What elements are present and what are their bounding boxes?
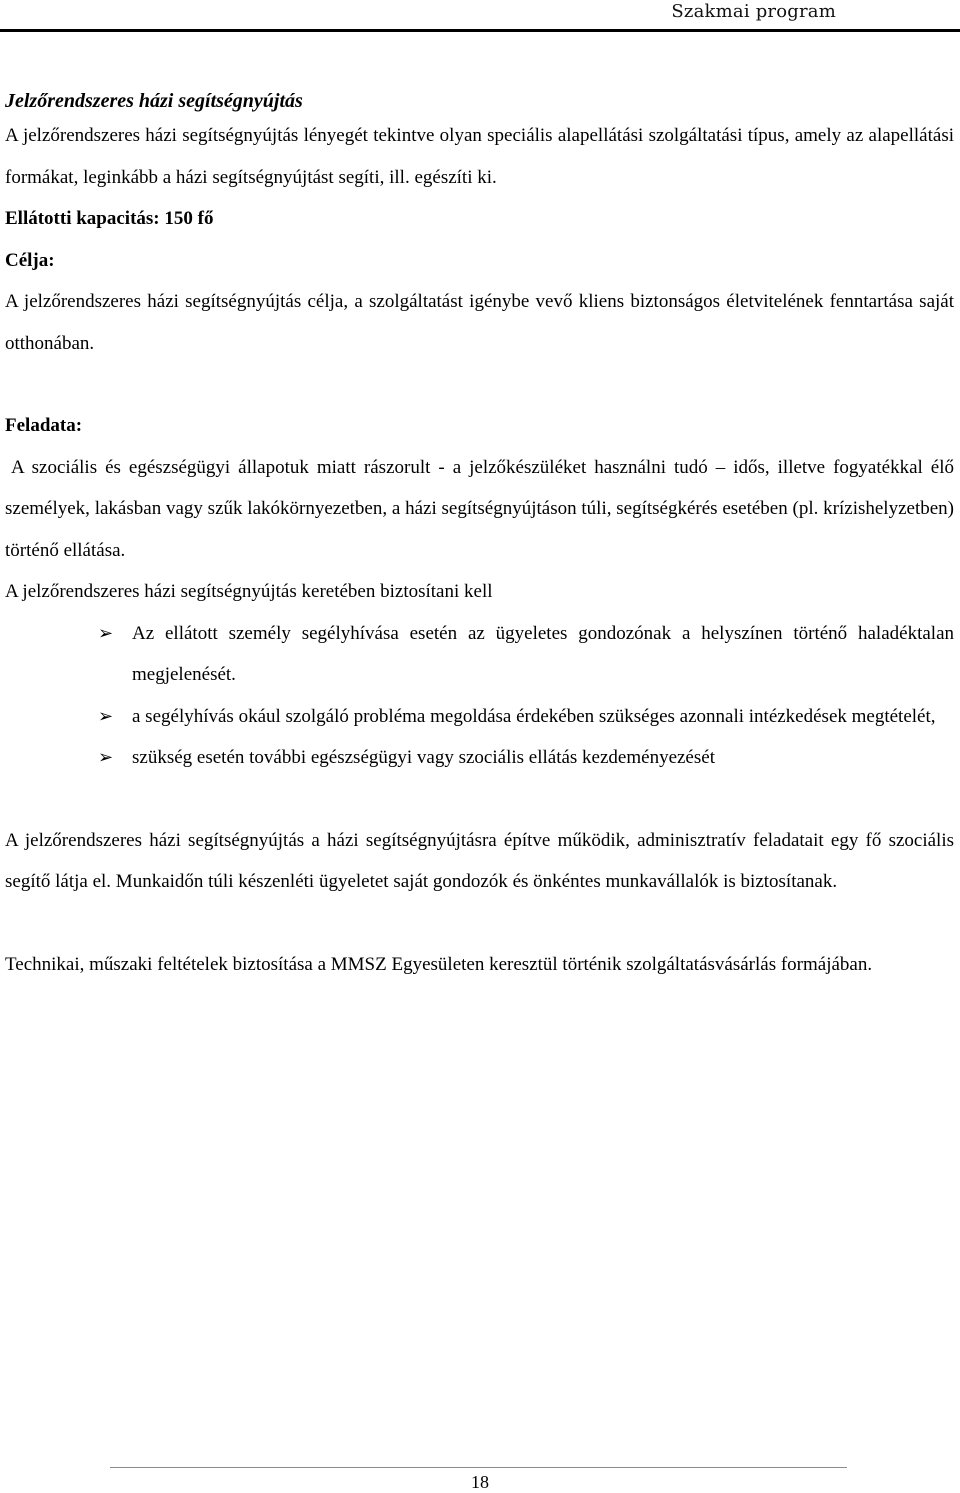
section-title: Jelzőrendszeres házi segítségnyújtás (5, 90, 303, 112)
arrow-bullet-icon: ➢ (98, 747, 114, 768)
goal-paragraph: A jelzőrendszeres házi segítségnyújtás célja, a szolgáltatást igénybe vevő kliens biztonságos életvitelének fenntartása saját otthonában. (5, 291, 954, 354)
list-item (5, 737, 954, 779)
task-paragraph: A szociális és egészségügyi állapotuk miatt rászorult - a jelzőkészüléket használni tudó – idős, illetve fogyatékkal élő személyek, lakásban vagy szűk lakókörnyezetben, a házi segítségnyújtáson túli, segítségkérés esetében (pl. krízishelyzetben) történő ellátása. (5, 456, 954, 561)
spacer (5, 903, 954, 944)
goal-heading: Célja: (5, 249, 55, 271)
arrow-bullet-icon: ➢ (98, 622, 114, 644)
header-divider (0, 29, 960, 32)
spacer (5, 779, 954, 820)
page-number: 18 (471, 1472, 489, 1492)
capacity-line: Ellátotti kapacitás: 150 fő (5, 208, 214, 229)
intro-paragraph: A jelzőrendszeres házi segítségnyújtás lényegét tekintve olyan speciális alapellátási szolgáltatási típus, amely az alapellátási formákat, leginkább a házi segítségnyújtást segíti, ill. egészíti ki. (5, 125, 954, 188)
list-item (5, 613, 954, 696)
operation-paragraph: A jelzőrendszeres házi segítségnyújtás a házi segítségnyújtásra építve működik, adminisztratív feladatait egy fő szociális segítő látja el. Munkaidőn túli készenléti ügyeletet saját gondozók és önkéntes munkavállalók is biztosítanak. (5, 829, 954, 892)
running-header: Szakmai program (671, 1, 836, 22)
document-body (5, 83, 954, 985)
list-item (5, 696, 954, 738)
technical-paragraph: Technikai, műszaki feltételek biztosítása a MMSZ Egyesületen keresztül történik szolgáltatásvásárlás formájában. (5, 953, 873, 975)
requirement-list (5, 613, 954, 779)
list-item-text: a segélyhívás okául szolgáló probléma megoldása érdekében szükséges azonnali intézkedések megtételét, (132, 705, 936, 727)
list-item-text: szükség esetén további egészségügyi vagy szociális ellátás kezdeményezését (132, 747, 715, 768)
provide-intro: A jelzőrendszeres házi segítségnyújtás keretében biztosítani kell (5, 581, 493, 602)
footer-divider (110, 1467, 847, 1468)
task-heading: Feladata: (5, 415, 83, 436)
arrow-bullet-icon: ➢ (98, 705, 114, 727)
list-item-text: Az ellátott személy segélyhívása esetén az ügyeletes gondozónak a helyszínen történő haladéktalan megjelenését. (132, 622, 954, 685)
spacer (5, 364, 954, 405)
